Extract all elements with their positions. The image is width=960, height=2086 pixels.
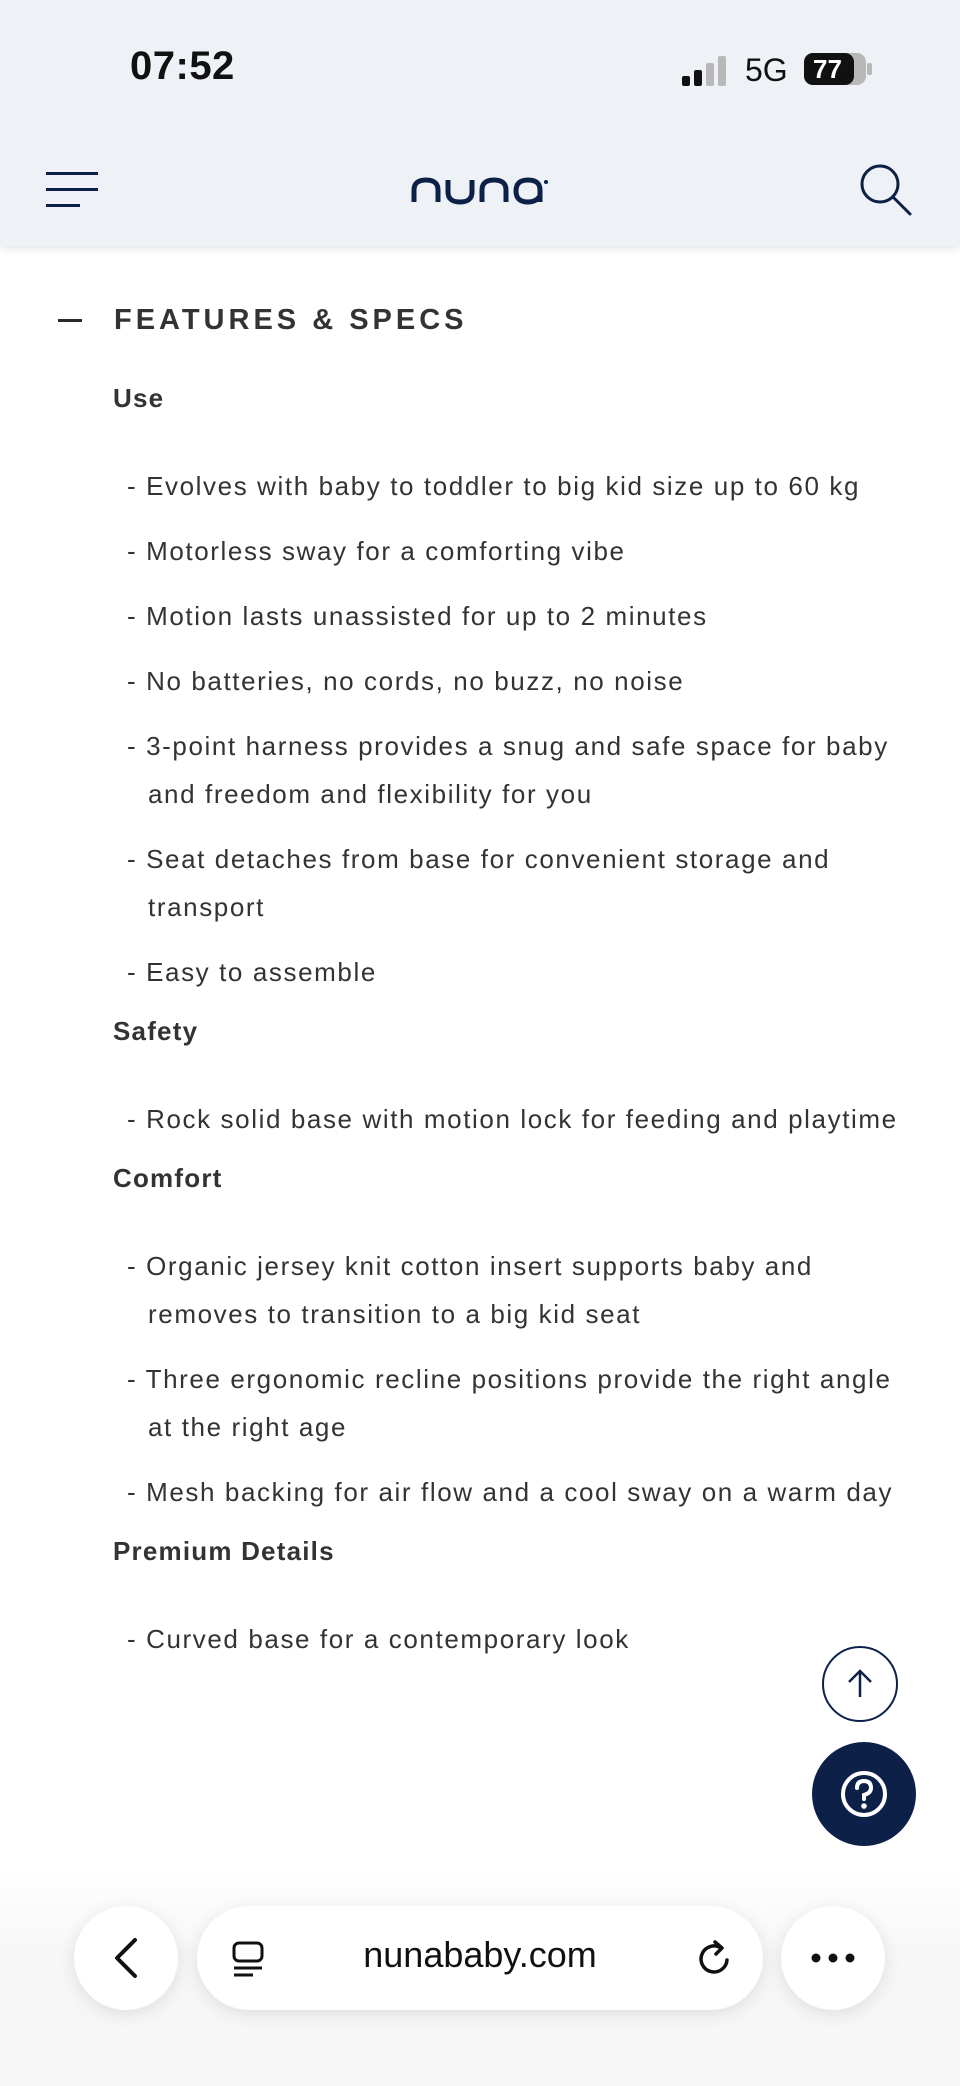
product-specs-content xyxy=(0,246,960,1866)
collapse-minus-icon xyxy=(58,319,82,322)
spec-item: - No batteries, no cords, no buzz, no noise xyxy=(127,666,685,696)
spec-group-safety xyxy=(113,1013,913,1143)
spec-group-comfort xyxy=(113,1160,913,1516)
spec-group-title: Safety xyxy=(113,1016,199,1046)
brand-logo[interactable] xyxy=(410,172,550,208)
spec-group-use xyxy=(113,380,913,996)
scroll-to-top-button[interactable] xyxy=(822,1646,898,1722)
nuna-logo xyxy=(410,172,550,208)
spec-item: - Three ergonomic recline positions provide the right angle at the right age xyxy=(127,1364,892,1442)
search-icon[interactable] xyxy=(858,162,914,218)
spec-group-title: Premium Details xyxy=(113,1536,335,1566)
help-icon xyxy=(839,1769,889,1819)
spec-item: - Easy to assemble xyxy=(127,957,377,987)
back-button[interactable] xyxy=(74,1906,178,2010)
spec-item: - Organic jersey knit cotton insert supports baby and removes to transition to a big kid seat xyxy=(127,1251,813,1329)
spec-group-premium-details xyxy=(113,1533,913,1663)
status-time: 07:52 xyxy=(130,44,235,88)
brand-name xyxy=(550,172,551,173)
browser-toolbar xyxy=(0,1866,960,2086)
spec-body xyxy=(113,380,913,1680)
spec-item: - Motion lasts unassisted for up to 2 minutes xyxy=(127,601,708,631)
spec-group-title: Use xyxy=(113,383,165,413)
help-button[interactable] xyxy=(812,1742,916,1846)
spec-item: - Mesh backing for air flow and a cool sway on a warm day xyxy=(127,1477,894,1507)
top-header xyxy=(0,0,960,246)
spec-item: - 3-point harness provides a snug and safe space for baby and freedom and flexibility for you xyxy=(127,731,889,809)
spec-item: - Motorless sway for a comforting vibe xyxy=(127,536,626,566)
arrow-up-icon xyxy=(843,1667,877,1701)
section-title: FEATURES & SPECS xyxy=(114,303,468,336)
features-specs-toggle[interactable] xyxy=(58,300,468,340)
signal-icon xyxy=(680,56,730,86)
more-icon xyxy=(811,1953,855,1963)
battery-level: 77 xyxy=(813,54,842,84)
spec-group-title: Comfort xyxy=(113,1163,223,1193)
battery-indicator xyxy=(803,52,873,86)
url-text: nunababy.com xyxy=(363,1934,597,1975)
spec-item: - Seat detaches from base for convenient storage and transport xyxy=(127,844,831,922)
reload-icon[interactable] xyxy=(695,1938,735,1978)
chevron-left-icon xyxy=(111,1936,141,1980)
address-bar[interactable] xyxy=(197,1906,763,2010)
spec-item: - Rock solid base with motion lock for feeding and playtime xyxy=(127,1104,898,1134)
menu-icon[interactable] xyxy=(44,168,100,212)
spec-item: - Evolves with baby to toddler to big kid size up to 60 kg xyxy=(127,471,861,501)
more-options-button[interactable] xyxy=(781,1906,885,2010)
spec-item: - Curved base for a contemporary look xyxy=(127,1624,630,1654)
network-type: 5G xyxy=(745,52,788,88)
